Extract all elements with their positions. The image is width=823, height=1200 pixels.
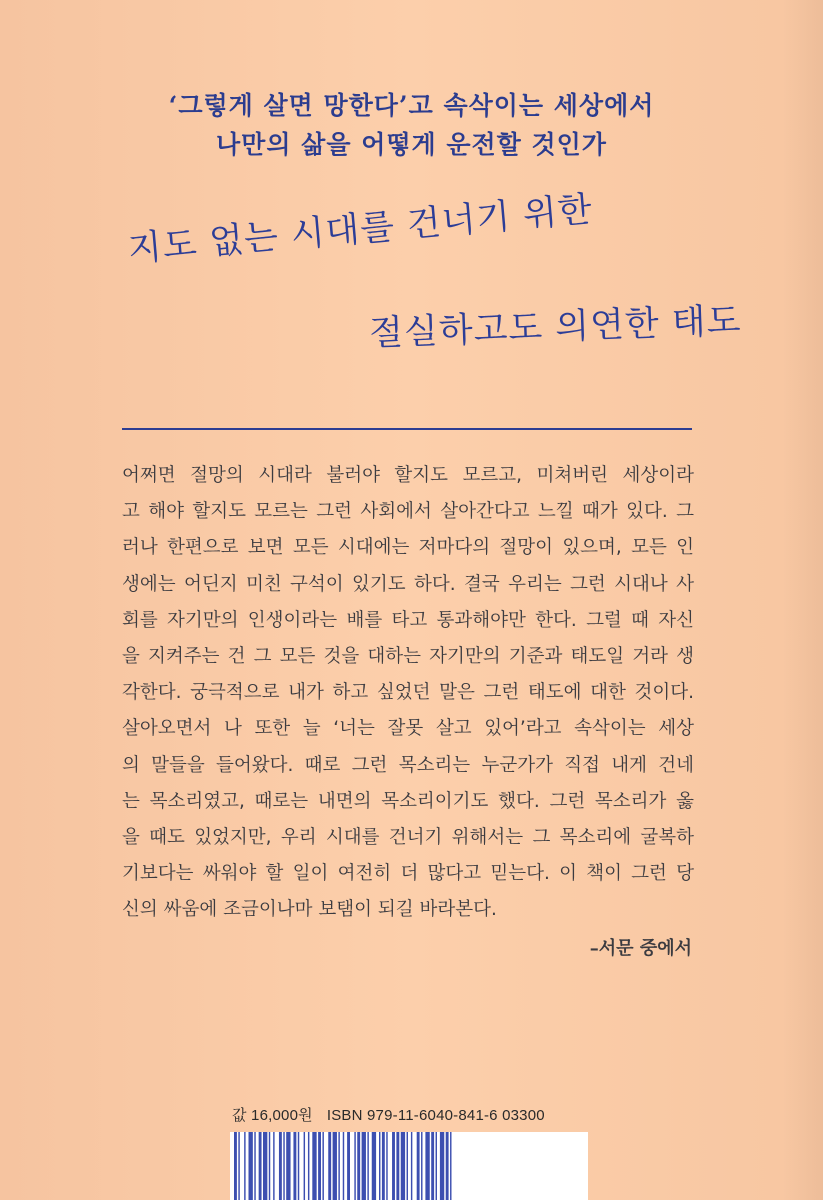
barcode-bar <box>254 1132 255 1200</box>
excerpt-line: 러나 한편으로 보면 모든 시대에는 저마다의 절망이 있으며, 모든 인 <box>122 537 694 559</box>
excerpt-line: 는 목소리였고, 때로는 내면의 목소리이기도 했다. 그런 목소리가 옳 <box>122 790 694 812</box>
excerpt-line: 고 해야 할지도 모르는 그런 사회에서 살아간다고 느낄 때가 있다. 그 <box>122 501 694 523</box>
barcode-bar <box>283 1132 284 1200</box>
source-attribution: –서문 중에서 <box>589 938 692 959</box>
barcode-bar <box>425 1132 429 1200</box>
excerpt-line: 살아오면서 나 또한 늘 ‘너는 잘못 살고 있어’라고 속삭이는 세상 <box>122 718 694 740</box>
barcode-bar <box>298 1132 299 1200</box>
barcode-bar <box>259 1132 262 1200</box>
barcode-bar <box>338 1132 339 1200</box>
barcode-bar <box>440 1132 444 1200</box>
barcode-bar <box>347 1132 350 1200</box>
price-label: 값 16,000원 <box>232 1107 313 1124</box>
barcode-bar <box>386 1132 387 1200</box>
barcode-bar <box>367 1132 368 1200</box>
barcode-bar <box>446 1132 449 1200</box>
barcode-bar <box>304 1132 305 1200</box>
excerpt-line: 신의 싸움에 조금이나마 보탬이 되길 바라본다. <box>122 899 497 921</box>
barcode-bar <box>411 1132 412 1200</box>
barcode-bar <box>407 1132 408 1200</box>
cover-edge-shadow <box>783 0 823 1200</box>
barcode-bar <box>431 1132 434 1200</box>
tagline-line-1: ‘그렇게 살면 망한다’고 속삭이는 세상에서 <box>168 91 655 120</box>
barcode-bar <box>312 1132 316 1200</box>
divider-rule <box>122 428 692 430</box>
excerpt-line: 어쩌면 절망의 시대라 불러야 할지도 모르고, 미쳐버린 세상이라 <box>122 465 694 486</box>
excerpt-line: 생에는 어딘지 미친 구석이 있기도 하다. 결국 우리는 그런 시대나 사 <box>122 573 694 595</box>
barcode-bar <box>238 1132 239 1200</box>
excerpt-line: 각한다. 궁극적으로 내가 하고 싶었던 말은 그런 태도에 대한 것이다. <box>122 682 694 704</box>
isbn-label: ISBN 979-11-6040-841-6 03300 <box>326 1107 545 1124</box>
excerpt-line: 의 말들을 들어왔다. 때로 그런 목소리는 누군가가 직접 내게 건네 <box>122 754 694 776</box>
barcode-bar <box>450 1132 451 1200</box>
barcode-bar <box>322 1132 323 1200</box>
barcode-bar <box>293 1132 296 1200</box>
barcode-bar <box>279 1132 282 1200</box>
barcode-bar <box>417 1132 420 1200</box>
excerpt-line: 을 때도 있었지만, 우리 시대를 건너기 위해서는 그 목소리에 굴복하 <box>122 826 694 848</box>
headline-line-2: 절실하고도 의연한 태도 <box>368 301 743 355</box>
barcode-bar <box>249 1132 253 1200</box>
barcode-bar <box>308 1132 309 1200</box>
barcode-bar <box>396 1132 399 1200</box>
barcode-bar <box>362 1132 366 1200</box>
barcode-bar <box>392 1132 395 1200</box>
headline-line-1: 지도 없는 시대를 건너기 위한 <box>126 189 595 271</box>
excerpt-line: 을 지켜주는 건 그 모든 것을 대하는 자기만의 기준과 태도일 거라 생 <box>122 645 694 667</box>
excerpt-line: 기보다는 싸워야 할 일이 여전히 더 많다고 믿는다. 이 책이 그런 당 <box>122 863 694 885</box>
excerpt-paragraph <box>122 458 694 928</box>
excerpt-line: 회를 자기만의 인생이라는 배를 타고 통과해야만 한다. 그럴 때 자신 <box>122 609 694 631</box>
barcode-bar <box>318 1132 321 1200</box>
barcode-bar <box>269 1132 270 1200</box>
barcode-bar <box>286 1132 290 1200</box>
barcode-bar <box>379 1132 380 1200</box>
barcode-bar <box>273 1132 274 1200</box>
barcode <box>230 1132 588 1200</box>
barcode-bar <box>401 1132 405 1200</box>
price-isbn-line <box>232 1104 559 1125</box>
barcode-bar <box>333 1132 337 1200</box>
barcode-bar <box>436 1132 437 1200</box>
barcode-bar <box>372 1132 376 1200</box>
barcode-bar <box>244 1132 245 1200</box>
barcode-bar <box>421 1132 422 1200</box>
barcode-bar <box>354 1132 355 1200</box>
barcode-bar <box>234 1132 237 1200</box>
barcode-bar <box>357 1132 360 1200</box>
tagline-line-2: 나만의 삶을 어떻게 운전할 것인가 <box>216 130 607 159</box>
barcode-bars <box>234 1132 584 1200</box>
barcode-bar <box>382 1132 385 1200</box>
barcode-bar <box>343 1132 344 1200</box>
barcode-bar <box>328 1132 331 1200</box>
barcode-bar <box>263 1132 267 1200</box>
